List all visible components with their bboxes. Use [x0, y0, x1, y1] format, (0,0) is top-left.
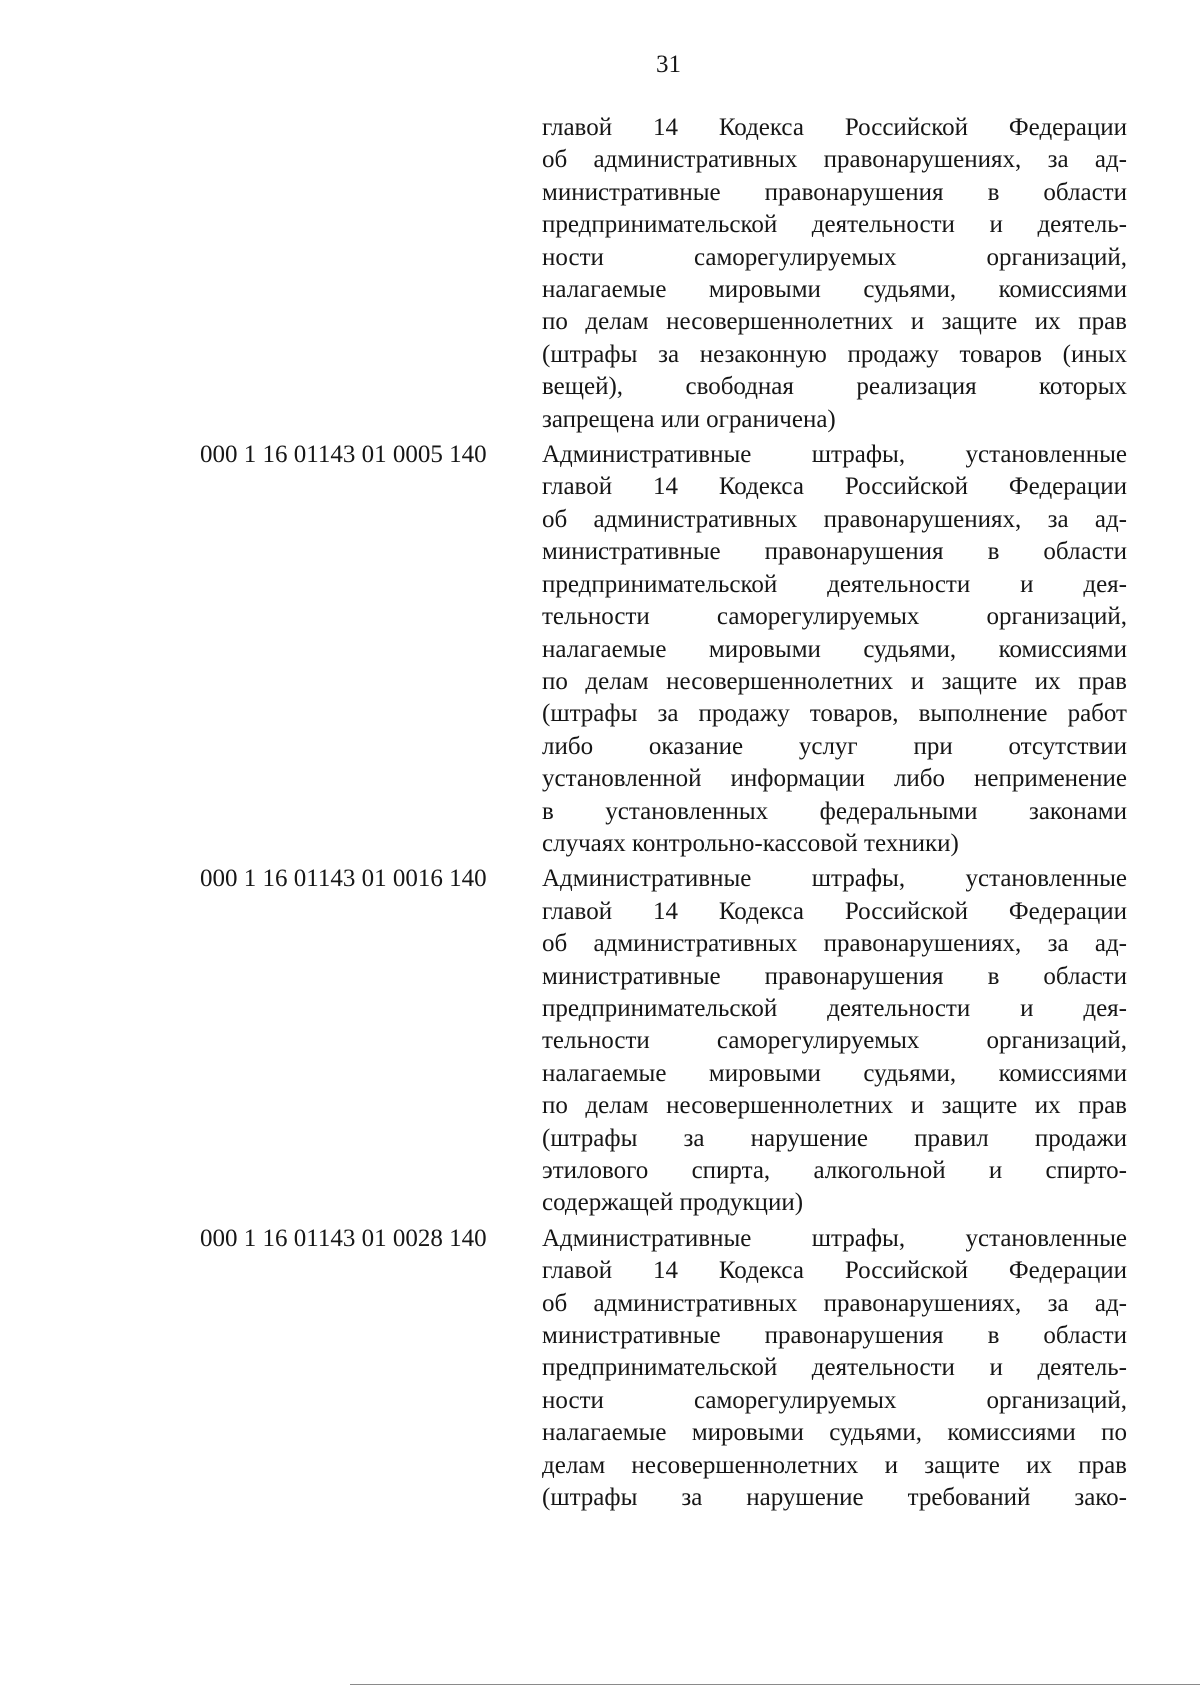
table-row: [0, 1223, 1200, 1515]
text-line: тельности саморегулируемых организаций,: [542, 1027, 1127, 1055]
text-line: содержащей продукции): [542, 1189, 804, 1217]
text-line: об административных правонарушениях, за ад-: [542, 146, 1127, 174]
text-line: Административные штрафы, установленные: [542, 865, 1127, 893]
text-line: предпринимательской деятельности и деятель-: [542, 1354, 1127, 1382]
text-line: предпринимательской деятельности и дея-: [542, 994, 1127, 1022]
budget-classification-code: 000 1 16 01143 01 0016 140: [200, 865, 487, 893]
text-line: тельности саморегулируемых организаций,: [542, 603, 1127, 631]
income-description: [542, 439, 1127, 860]
budget-codes-table: [0, 112, 1200, 1514]
text-line: ности саморегулируемых организаций,: [542, 1386, 1127, 1414]
text-line: (штрафы за нарушение требований зако-: [542, 1484, 1127, 1512]
text-line: министративные правонарушения в области: [542, 178, 1127, 206]
text-line: об административных правонарушениях, за ад-: [542, 930, 1127, 958]
text-line: этилового спирта, алкогольной и спирто-: [542, 1157, 1127, 1184]
text-line: налагаемые мировыми судьями, комиссиями по: [542, 1419, 1127, 1447]
text-line: министративные правонарушения в области: [542, 962, 1127, 990]
table-row: [0, 439, 1200, 860]
table-row: [0, 112, 1200, 436]
text-line: в установленных федеральными законами: [542, 797, 1127, 825]
scan-edge-line: [350, 1684, 1200, 1685]
text-line: по делам несовершеннолетних и защите их прав: [542, 1092, 1127, 1120]
budget-classification-code: 000 1 16 01143 01 0005 140: [200, 441, 487, 469]
income-description: [542, 112, 1127, 436]
text-line: главой 14 Кодекса Российской Федерации: [542, 897, 1127, 925]
table-row: [0, 863, 1200, 1219]
text-line: (штрафы за нарушение правил продажи: [542, 1124, 1127, 1152]
text-line: министративные правонарушения в области: [542, 538, 1127, 566]
text-line: об административных правонарушениях, за ад-: [542, 1289, 1127, 1317]
budget-classification-code: 000 1 16 01143 01 0028 140: [200, 1224, 487, 1252]
income-description: [542, 1223, 1127, 1515]
text-line: делам несовершеннолетних и защите их прав: [542, 1451, 1127, 1479]
text-line: предпринимательской деятельности и дея-: [542, 570, 1127, 598]
text-line: запрещена или ограничена): [542, 405, 836, 433]
text-line: предпринимательской деятельности и деятель-: [542, 211, 1127, 239]
text-line: главой 14 Кодекса Российской Федерации: [542, 1257, 1127, 1285]
text-line: либо оказание услуг при отсутствии: [542, 732, 1127, 760]
income-description: [542, 863, 1127, 1219]
text-line: министративные правонарушения в области: [542, 1322, 1127, 1350]
text-line: Административные штрафы, установленные: [542, 1224, 1127, 1252]
text-line: ности саморегулируемых организаций,: [542, 243, 1127, 271]
text-line: (штрафы за незаконную продажу товаров (иных: [542, 340, 1127, 368]
text-line: (штрафы за продажу товаров, выполнение работ: [542, 700, 1127, 728]
text-line: главой 14 Кодекса Российской Федерации: [542, 473, 1127, 501]
text-line: установленной информации либо неприменение: [542, 765, 1127, 793]
page-number: 31: [656, 51, 681, 78]
text-line: главой 14 Кодекса Российской Федерации: [542, 114, 1127, 141]
text-line: Административные штрафы, установленные: [542, 441, 1127, 469]
text-line: по делам несовершеннолетних и защите их прав: [542, 667, 1127, 695]
text-line: об административных правонарушениях, за ад-: [542, 505, 1127, 533]
text-line: налагаемые мировыми судьями, комиссиями: [542, 635, 1127, 663]
text-line: по делам несовершеннолетних и защите их прав: [542, 308, 1127, 336]
text-line: случаях контрольно-кассовой техники): [542, 829, 959, 857]
text-line: налагаемые мировыми судьями, комиссиями: [542, 276, 1127, 304]
text-line: вещей), свободная реализация которых: [542, 373, 1127, 401]
text-line: налагаемые мировыми судьями, комиссиями: [542, 1059, 1127, 1087]
